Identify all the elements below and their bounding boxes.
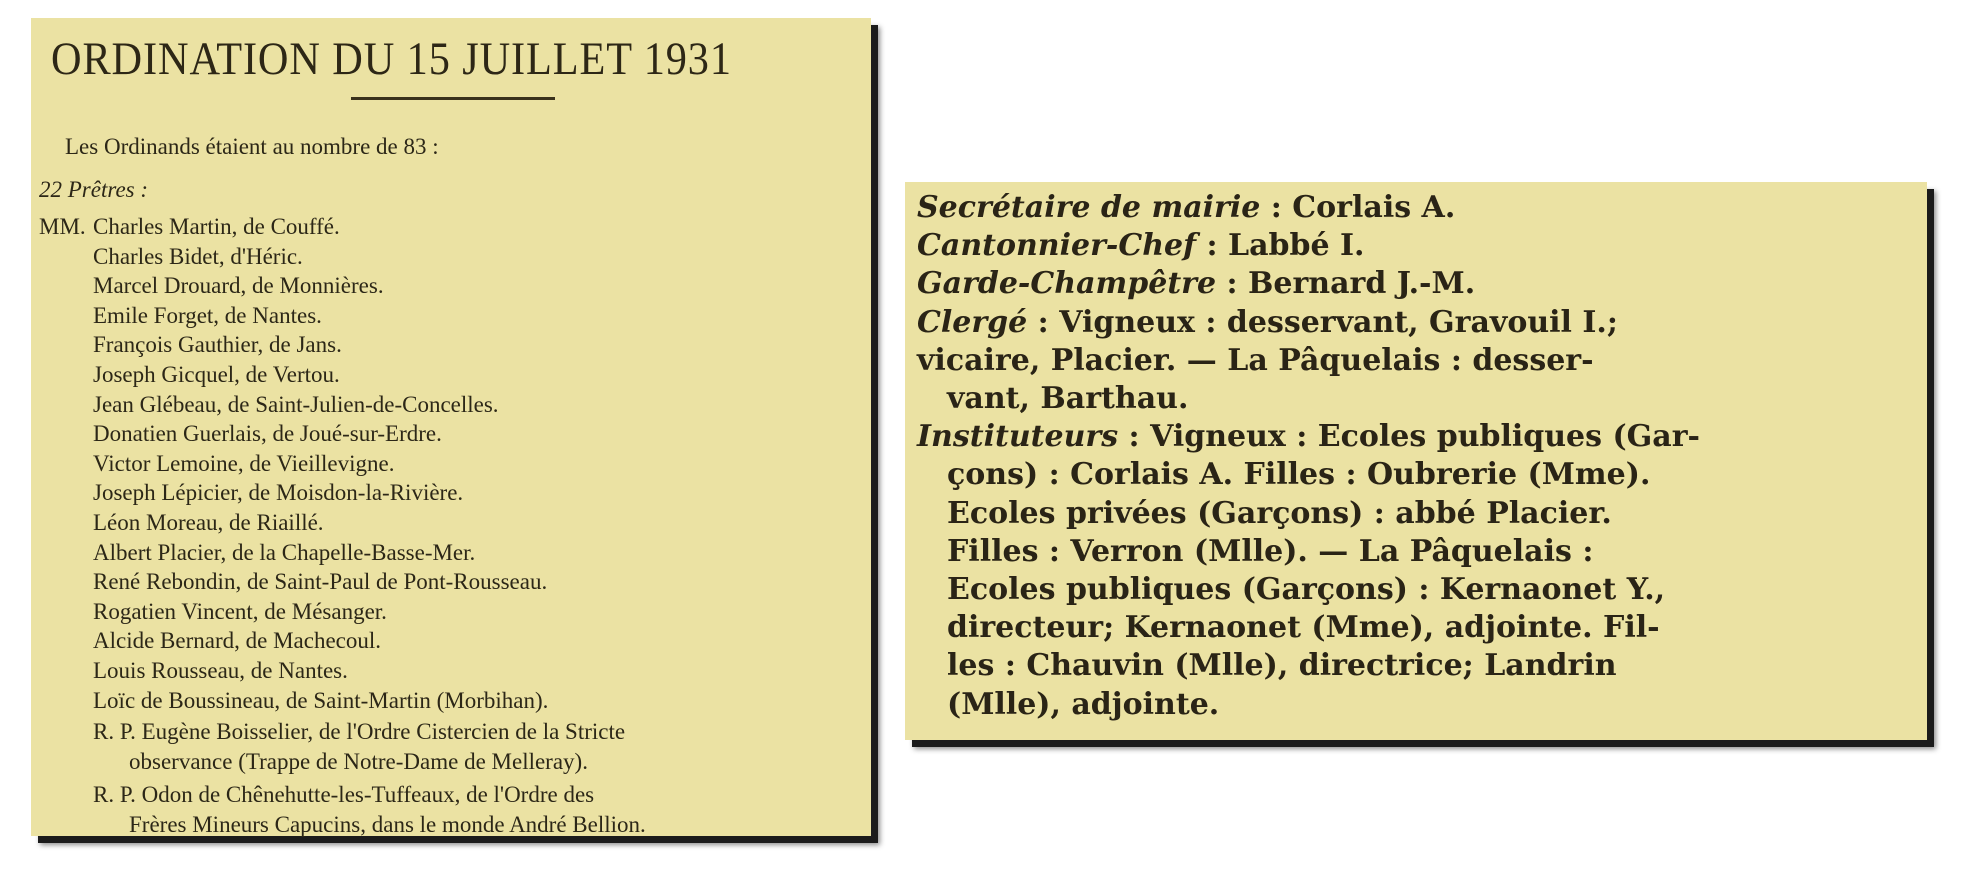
- ordinand-line: Louis Rousseau, de Nantes.: [93, 658, 348, 683]
- entry-text: çons) : Corlais A. Filles : Oubrerie (Mme).: [947, 457, 1651, 492]
- ordinand-line: René Rebondin, de Saint-Paul de Pont-Rousseau.: [93, 569, 548, 594]
- ordinand-line: observance (Trappe de Notre-Dame de Melleray).: [129, 749, 588, 774]
- entry-text: vicaire, Placier. — La Pâquelais : desser-: [917, 343, 1594, 378]
- ordinand-line: Joseph Gicquel, de Vertou.: [93, 362, 340, 387]
- ordinand-line: Jean Glébeau, de Saint-Julien-de-Concelles.: [93, 392, 499, 417]
- ordinand-line: Donatien Guerlais, de Joué-sur-Erdre.: [93, 421, 442, 446]
- directory-line: [947, 533, 1593, 571]
- directory-line: [947, 456, 1650, 494]
- entry-text: les : Chauvin (Mlle), directrice; Landrin: [947, 648, 1617, 683]
- ordination-clipping: [31, 18, 871, 836]
- directory-line: [917, 342, 1594, 380]
- entry-label: Instituteurs: [917, 419, 1119, 454]
- ordinand-line: Charles Martin, de Couffé.: [93, 214, 340, 239]
- entry-text: : Labbé I.: [1196, 228, 1365, 263]
- directory-clipping: [905, 182, 1927, 740]
- entry-label: Secrétaire de mairie: [917, 190, 1261, 225]
- entry-text: : Vigneux : desservant, Gravouil I.;: [1027, 305, 1618, 340]
- directory-line: [947, 647, 1617, 685]
- ordinand-line: Charles Bidet, d'Héric.: [93, 244, 303, 269]
- directory-line: [917, 304, 1618, 342]
- ordinand-line: Rogatien Vincent, de Mésanger.: [93, 599, 387, 624]
- ordinand-line: R. P. Eugène Boisselier, de l'Ordre Cistercien de la Stricte: [93, 719, 626, 744]
- entry-text: : Corlais A.: [1260, 190, 1456, 225]
- directory-line: [947, 571, 1665, 609]
- directory-line: [947, 495, 1612, 533]
- ordinand-line: Léon Moreau, de Riaillé.: [93, 510, 324, 535]
- intro-text: Les Ordinands étaient au nombre de 83 :: [65, 134, 439, 159]
- section-heading: [39, 175, 148, 205]
- ordinand-line: Emile Forget, de Nantes.: [93, 303, 322, 328]
- ordinand-line: François Gauthier, de Jans.: [93, 332, 342, 357]
- entry-text: : Bernard J.-M.: [1216, 266, 1476, 301]
- ordinand-line: Alcide Bernard, de Machecoul.: [93, 628, 382, 653]
- section-heading-text: 22 Prêtres :: [39, 177, 149, 202]
- ordinand-line: Joseph Lépicier, de Moisdon-la-Rivière.: [93, 480, 464, 505]
- ordinand-line: Frères Mineurs Capucins, dans le monde André Bellion.: [129, 812, 646, 837]
- ordinand-line: Victor Lemoine, de Vieillevigne.: [93, 451, 395, 476]
- clipping-title: ORDINATION DU 15 JUILLET 1931: [51, 33, 732, 85]
- directory-line: [947, 609, 1660, 647]
- entry-text: directeur; Kernaonet (Mme), adjointe. Fil-: [947, 610, 1660, 645]
- ordinand-line: R. P. Odon de Chênehutte-les-Tuffeaux, de l'Ordre des: [93, 782, 595, 807]
- entry-label: Clergé: [917, 305, 1028, 340]
- entry-text: (Mlle), adjointe.: [947, 687, 1220, 722]
- title-rule: [351, 97, 555, 100]
- entry-text: Ecoles privées (Garçons) : abbé Placier.: [947, 496, 1612, 531]
- entry-text: vant, Barthau.: [947, 381, 1189, 416]
- entry-text: Filles : Verron (Mlle). — La Pâquelais :: [947, 534, 1594, 569]
- ordinand-line: Albert Placier, de la Chapelle-Basse-Mer.: [93, 540, 476, 565]
- directory-line: [917, 189, 1455, 227]
- entry-text: : Vigneux : Ecoles publiques (Gar-: [1118, 419, 1700, 454]
- entry-label: Garde-Champêtre: [917, 266, 1217, 301]
- entry-label: Cantonnier-Chef: [917, 228, 1197, 263]
- directory-line: [947, 380, 1188, 418]
- ordinand-line: Loïc de Boussineau, de Saint-Martin (Morbihan).: [93, 688, 549, 713]
- entry-text: Ecoles publiques (Garçons) : Kernaonet Y.,: [947, 572, 1666, 607]
- directory-line: [917, 227, 1365, 265]
- ordinand-line: Marcel Drouard, de Monnières.: [93, 273, 384, 298]
- name-prefix: MM.: [39, 214, 86, 239]
- directory-line: [917, 418, 1700, 456]
- directory-line: [947, 686, 1219, 724]
- directory-line: [917, 265, 1475, 303]
